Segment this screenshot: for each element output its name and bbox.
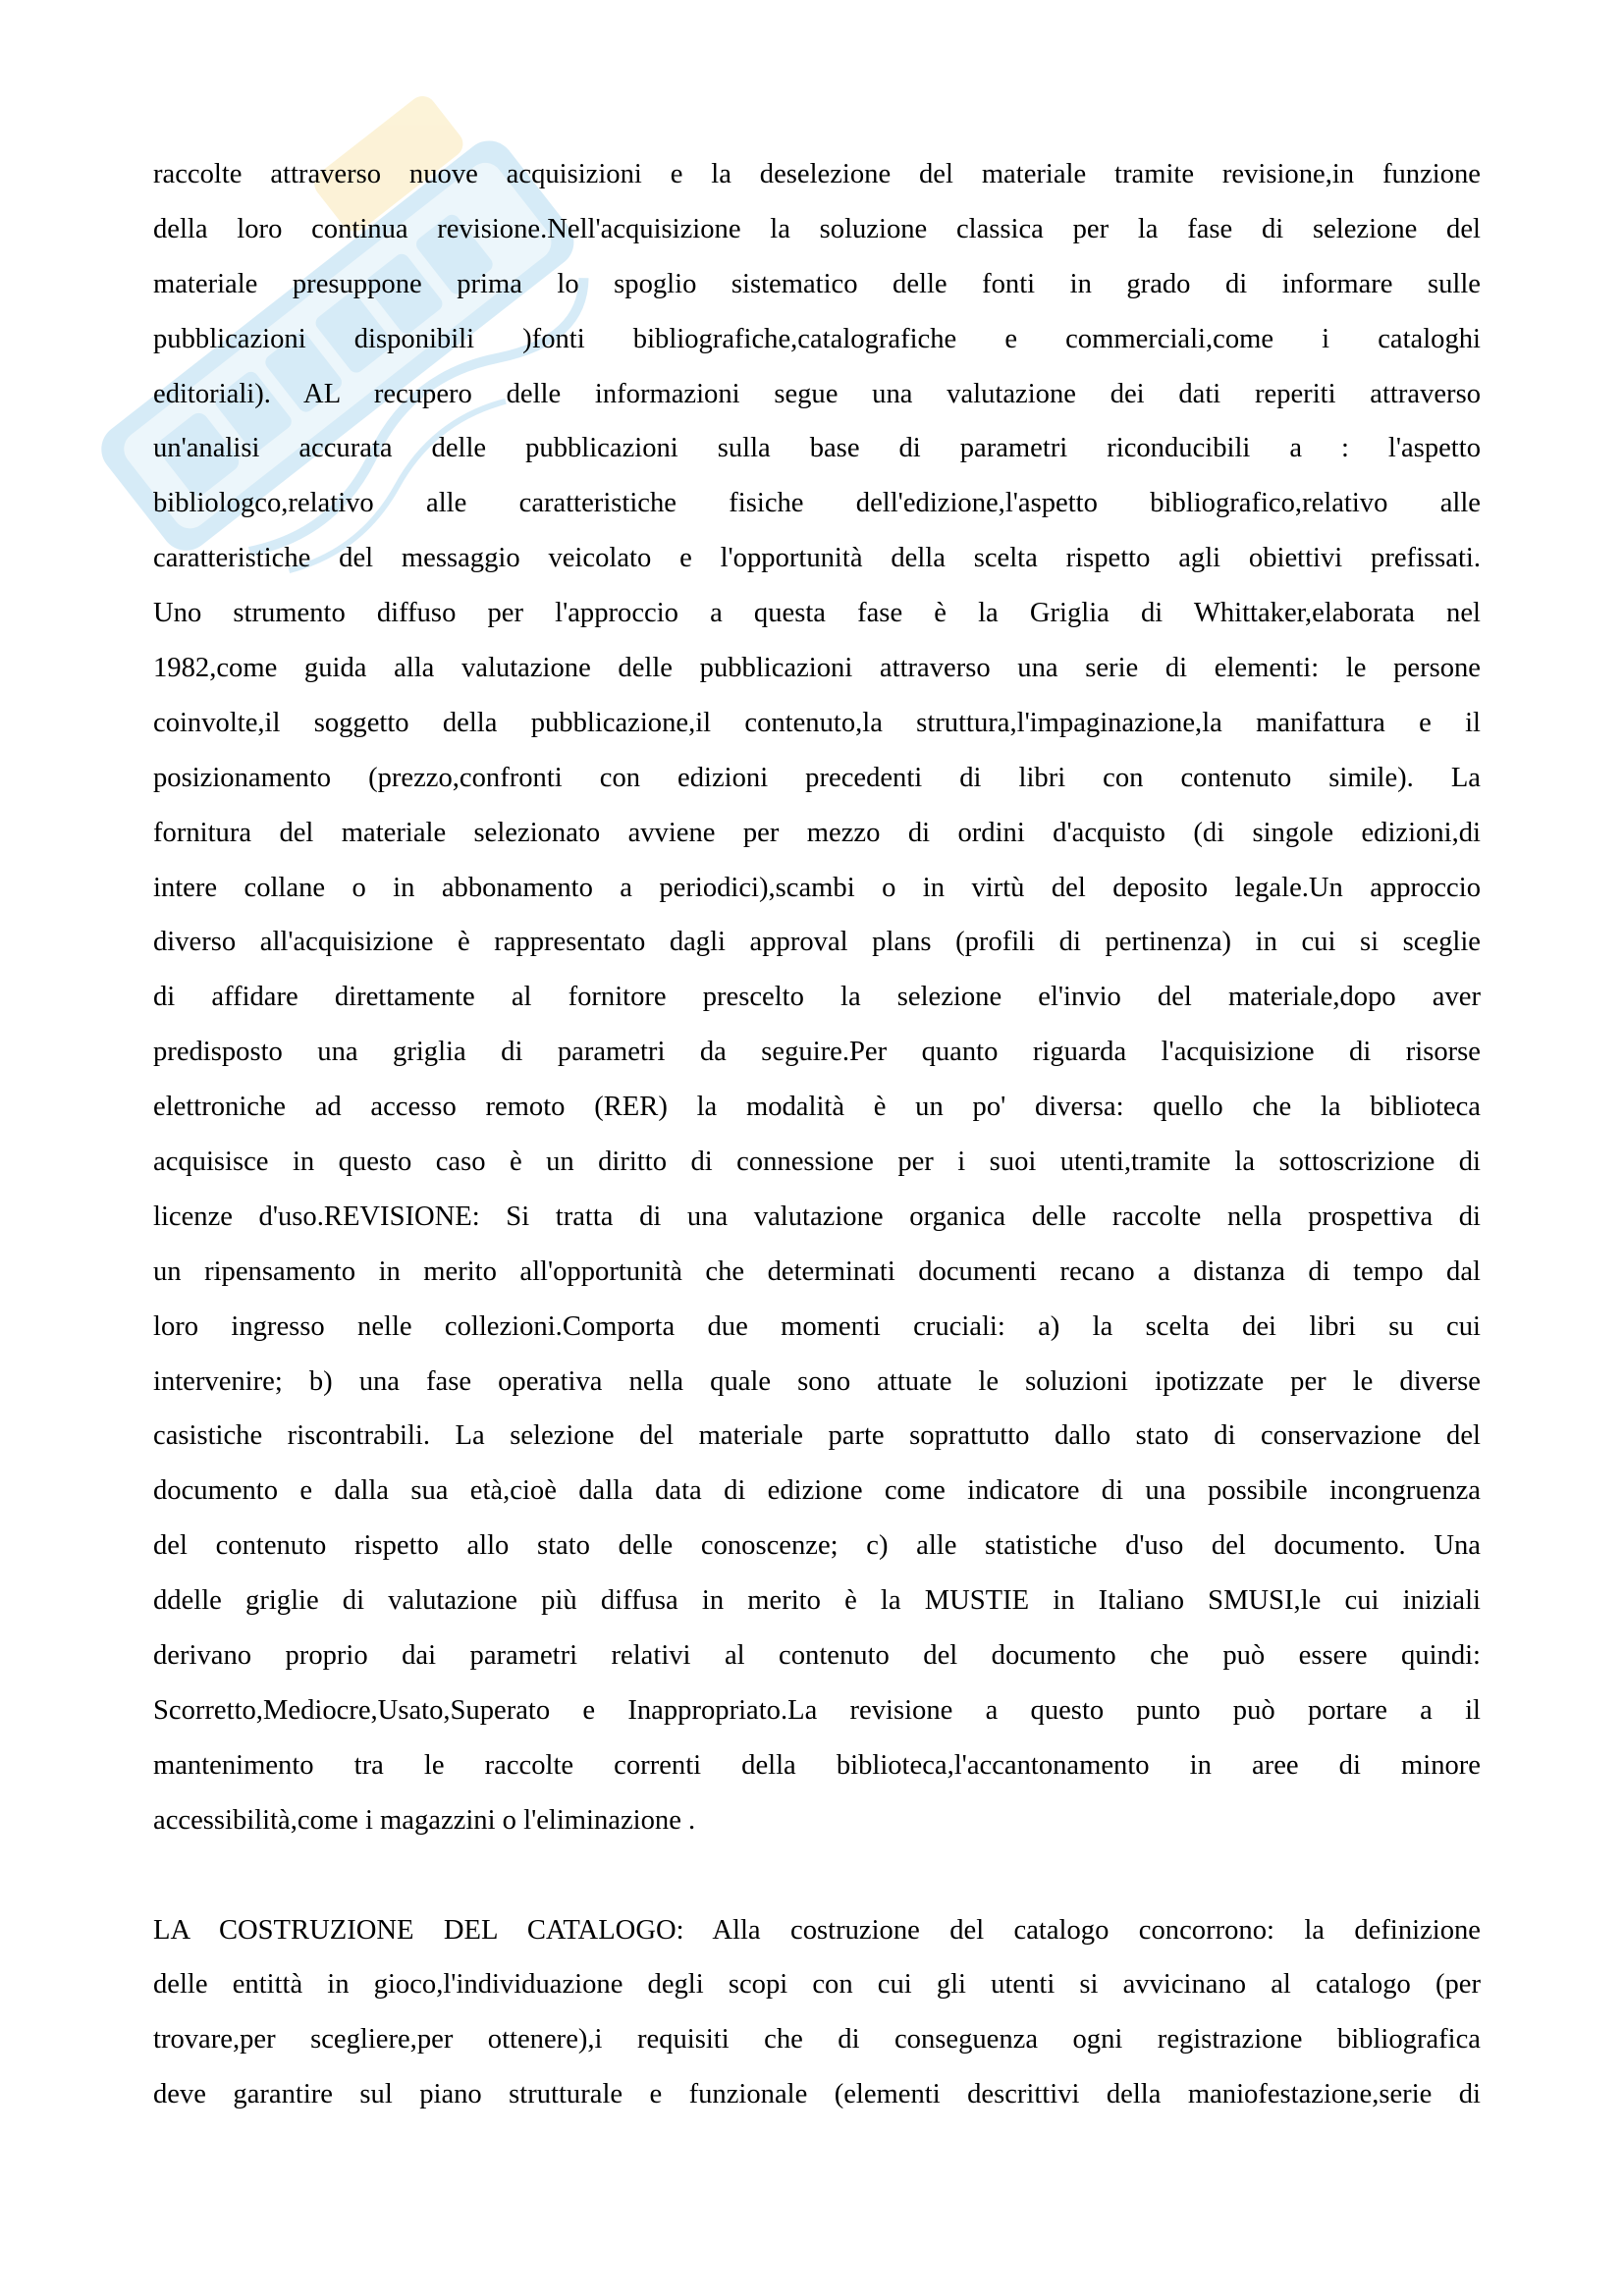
text-line: Uno strumento diffuso per l'approccio a questa fase è la Griglia di Whittaker,elaborata nel bbox=[153, 598, 1481, 629]
text-line: del contenuto rispetto allo stato delle conoscenze; c) alle statistiche d'uso del documento. Una bbox=[153, 1530, 1481, 1562]
text-line: delle entittà in gioco,l'individuazione degli scopi con cui gli utenti si avvicinano al catalogo (per bbox=[153, 1969, 1481, 2001]
text-line-last: accessibilità,come i magazzini o l'eliminazione . bbox=[153, 1804, 696, 1836]
text-line: fornitura del materiale selezionato avviene per mezzo di ordini d'acquisto (di singole edizioni,di bbox=[153, 817, 1481, 848]
text-line: bibliologco,relativo alle caratteristiche fisiche dell'edizione,l'aspetto bibliografico,relativo alle bbox=[153, 488, 1481, 519]
paragraph-gap bbox=[153, 1848, 1481, 1903]
text-line: un ripensamento in merito all'opportunità che determinati documenti recano a distanza di tempo dal bbox=[153, 1255, 1481, 1287]
paragraph-catalogo bbox=[153, 1903, 1481, 2123]
text-line: intervenire; b) una fase operativa nella quale sono attuate le soluzioni ipotizzate per le diverse bbox=[153, 1365, 1481, 1397]
text-line: ddelle griglie di valutazione più diffusa in merito è la MUSTIE in Italiano SMUSI,le cui iniziali bbox=[153, 1585, 1481, 1617]
text-line: pubblicazioni disponibili )fonti bibliografiche,catalografiche e commerciali,come i cataloghi bbox=[153, 323, 1481, 354]
text-line: predisposto una griglia di parametri da seguire.Per quanto riguarda l'acquisizione di risorse bbox=[153, 1037, 1481, 1068]
text-line: diverso all'acquisizione è rappresentato dagli approval plans (profili di pertinenza) in cui si sceglie bbox=[153, 927, 1481, 958]
text-line: mantenimento tra le raccolte correnti della biblioteca,l'accantonamento in aree di minore bbox=[153, 1749, 1481, 1781]
text-line: un'analisi accurata delle pubblicazioni sulla base di parametri riconducibili a : l'aspetto bbox=[153, 433, 1481, 464]
text-line: posizionamento (prezzo,confronti con edizioni precedenti di libri con contenuto simile). La bbox=[153, 762, 1481, 793]
text-line: di affidare direttamente al fornitore prescelto la selezione el'invio del materiale,dopo aver bbox=[153, 982, 1481, 1013]
text-line: derivano proprio dai parametri relativi al contenuto del documento che può essere quindi: bbox=[153, 1640, 1481, 1672]
text-line: casistiche riscontrabili. La selezione del materiale parte soprattutto dallo stato di conservazione del bbox=[153, 1420, 1481, 1452]
text-line: materiale presuppone prima lo spoglio sistematico delle fonti in grado di informare sulle bbox=[153, 268, 1481, 299]
text-line: editoriali). AL recupero delle informazioni segue una valutazione dei dati reperiti attraverso bbox=[153, 378, 1481, 409]
document-body bbox=[153, 147, 1481, 2122]
paragraph-acquisizione bbox=[153, 147, 1481, 1848]
text-line: deve garantire sul piano strutturale e funzionale (elementi descrittivi della maniofestazione,serie di bbox=[153, 2079, 1481, 2110]
text-line: 1982,come guida alla valutazione delle pubblicazioni attraverso una serie di elementi: le persone bbox=[153, 653, 1481, 684]
text-line: intere collane o in abbonamento a periodici),scambi o in virtù del deposito legale.Un approccio bbox=[153, 872, 1481, 903]
text-line: della loro continua revisione.Nell'acquisizione la soluzione classica per la fase di selezione del bbox=[153, 213, 1481, 244]
text-line: loro ingresso nelle collezioni.Comporta due momenti cruciali: a) la scelta dei libri su cui bbox=[153, 1310, 1481, 1342]
text-line: raccolte attraverso nuove acquisizioni e la deselezione del materiale tramite revisione,in funzione bbox=[153, 159, 1481, 189]
text-line: acquisisce in questo caso è un diritto di connessione per i suoi utenti,tramite la sottoscrizione di bbox=[153, 1147, 1481, 1178]
text-line: coinvolte,il soggetto della pubblicazione,il contenuto,la struttura,l'impaginazione,la manifattura e il bbox=[153, 707, 1481, 738]
text-line: Scorretto,Mediocre,Usato,Superato e Inappropriato.La revisione a questo punto può portare a il bbox=[153, 1694, 1481, 1726]
text-line: licenze d'uso.REVISIONE: Si tratta di una valutazione organica delle raccolte nella prospettiva di bbox=[153, 1201, 1481, 1232]
text-line: trovare,per scegliere,per ottenere),i requisiti che di conseguenza ogni registrazione bibliografica bbox=[153, 2024, 1481, 2056]
text-line: LA COSTRUZIONE DEL CATALOGO: Alla costruzione del catalogo concorrono: la definizione bbox=[153, 1914, 1481, 1946]
text-line: elettroniche ad accesso remoto (RER) la modalità è un po' diversa: quello che la biblioteca bbox=[153, 1092, 1481, 1123]
text-line: documento e dalla sua età,cioè dalla data di edizione come indicatore di una possibile incongruenza bbox=[153, 1475, 1481, 1507]
text-line: caratteristiche del messaggio veicolato e l'opportunità della scelta rispetto agli obiettivi prefissati. bbox=[153, 543, 1481, 574]
